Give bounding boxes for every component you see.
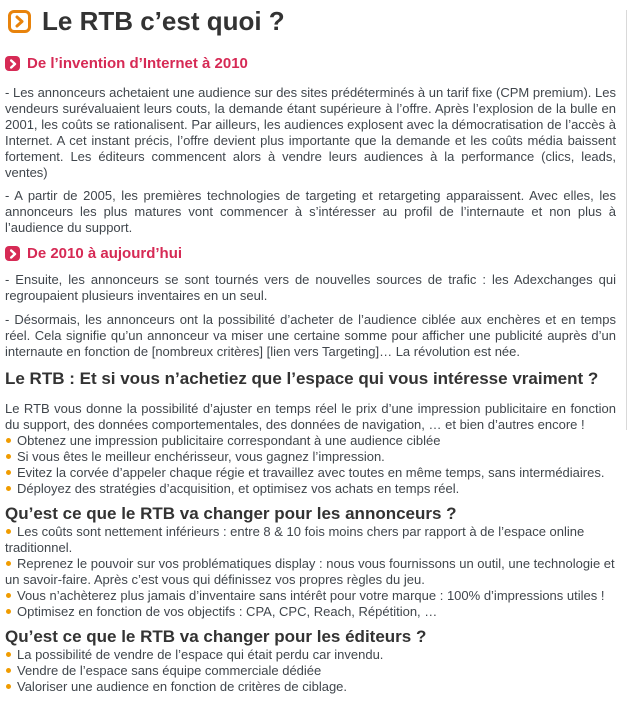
section-heading-history [5,54,616,73]
chevron-right-icon [5,56,20,71]
column-separator [626,10,627,430]
list-item-text: Déployez des stratégies d’acquisition, et optimisez vos achats en temps réel. [17,481,460,496]
bullet-dot-icon [6,593,11,598]
list-item [5,588,616,604]
heading-publishers: Qu’est ce que le RTB va changer pour les éditeurs ? [5,627,427,646]
publishers-list [5,647,616,695]
list-item [5,556,616,588]
bullet-dot-icon [6,561,11,566]
list-item-text: La possibilité de vendre de l’espace qui était perdu car invendu. [17,647,384,662]
bullet-dot-icon [6,486,11,491]
list-item-text: Vendre de l’espace sans équipe commerciale dédiée [17,663,322,678]
rtb-article [5,6,616,695]
section-heading-text: De 2010 à aujourd’hui [27,245,183,262]
paragraph-today-1: - Ensuite, les annonceurs se sont tournés vers de nouvelles sources de trafic : les Adexchanges qui regroupaient plusieurs inventaires en un seul. [5,272,616,303]
section-heading-text: De l’invention d’Internet à 2010 [27,55,248,72]
list-item [5,433,616,449]
list-item-text: Vous n’achèterez plus jamais d’inventaire sans intérêt pour votre marque : 100% d’impressions utiles ! [17,588,605,603]
bullet-dot-icon [6,609,11,614]
list-item [5,465,616,481]
list-item [5,679,616,695]
heading-advertisers: Qu’est ce que le RTB va changer pour les annonceurs ? [5,504,457,523]
bullet-dot-icon [6,652,11,657]
list-item [5,524,616,556]
list-item-text: Si vous êtes le meilleur enchérisseur, vous gagnez l’impression. [17,449,385,464]
bullet-dot-icon [6,454,11,459]
bullet-dot-icon [6,529,11,534]
pitch-benefits-list [5,433,616,497]
bullet-dot-icon [6,668,11,673]
list-item [5,449,616,465]
list-item-text: Optimisez en fonction de vos objectifs : CPA, CPC, Reach, Répétition, … [17,604,438,619]
chevron-right-icon [8,10,31,33]
advertisers-list [5,524,616,620]
chevron-right-icon [5,246,20,261]
list-item-text: Reprenez le pouvoir sur vos problématiques display : nous vous fournissons un outil, une technologie et un savoir-faire. Après c’est vous qui définissez vos propres règles du jeu. [5,556,615,587]
list-item-text: Les coûts sont nettement inférieurs : entre 8 & 10 fois moins chers par rapport à de l’espace online traditionnel. [5,524,585,555]
bullet-dot-icon [6,684,11,689]
paragraph-history-1: - Les annonceurs achetaient une audience sur des sites prédéterminés à un tarif fixe (CPM premium). Les vendeurs surévaluaient leurs couts, la demande étant supérieure à l’offre. Après l’explosion de la bulle en 2001, les coûts se rationalisent. Par ailleurs, les audiences explosent avec la démocratisation de l’accès à Internet. A cet instant précis, l’offre devient plus importante que la demande et les coûts média baissent fortement. Les éditeurs commencent alors à vendre leurs audiences à la performance (clics, leads, ventes) [5,85,616,180]
list-item [5,647,616,663]
list-item-text: Evitez la corvée d’appeler chaque régie et travaillez avec toutes en même temps, sans intermédiaires. [17,465,605,480]
section-heading-today [5,244,616,263]
bullet-dot-icon [6,438,11,443]
list-item [5,481,616,497]
paragraph-history-2: - A partir de 2005, les premières technologies de targeting et retargeting apparaissent. Avec elles, les annonceurs les plus matures vont commencer à s’intéresser au profil de l’internaute et non plus à l’audience du support. [5,188,616,235]
list-item [5,663,616,679]
bullet-dot-icon [6,470,11,475]
page-title: Le RTB c’est quoi ? [42,6,285,36]
paragraph-pitch-intro: Le RTB vous donne la possibilité d’ajuster en temps réel le prix d’une impression publicitaire en fonction du support, des données comportementales, des données de navigation, … et bien d’autres encore ! [5,401,616,432]
list-item [5,604,616,620]
list-item-text: Obtenez une impression publicitaire correspondant à une audience ciblée [17,433,441,448]
paragraph-today-2: - Désormais, les annonceurs ont la possibilité d’acheter de l’audience ciblée aux enchères et en temps réel. Cela signifie qu’un annonceur va miser une certaine somme pour afficher une publicité auprès d’un internaute en fonction de [nombreux critères] [lien vers Targeting]… La révolution est née. [5,312,616,359]
list-item-text: Valoriser une audience en fonction de critères de ciblage. [17,679,348,694]
heading-rtb-pitch: Le RTB : Et si vous n’achetiez que l’espace qui vous intéresse vraiment ? [5,369,599,388]
page-title-row [8,6,616,37]
